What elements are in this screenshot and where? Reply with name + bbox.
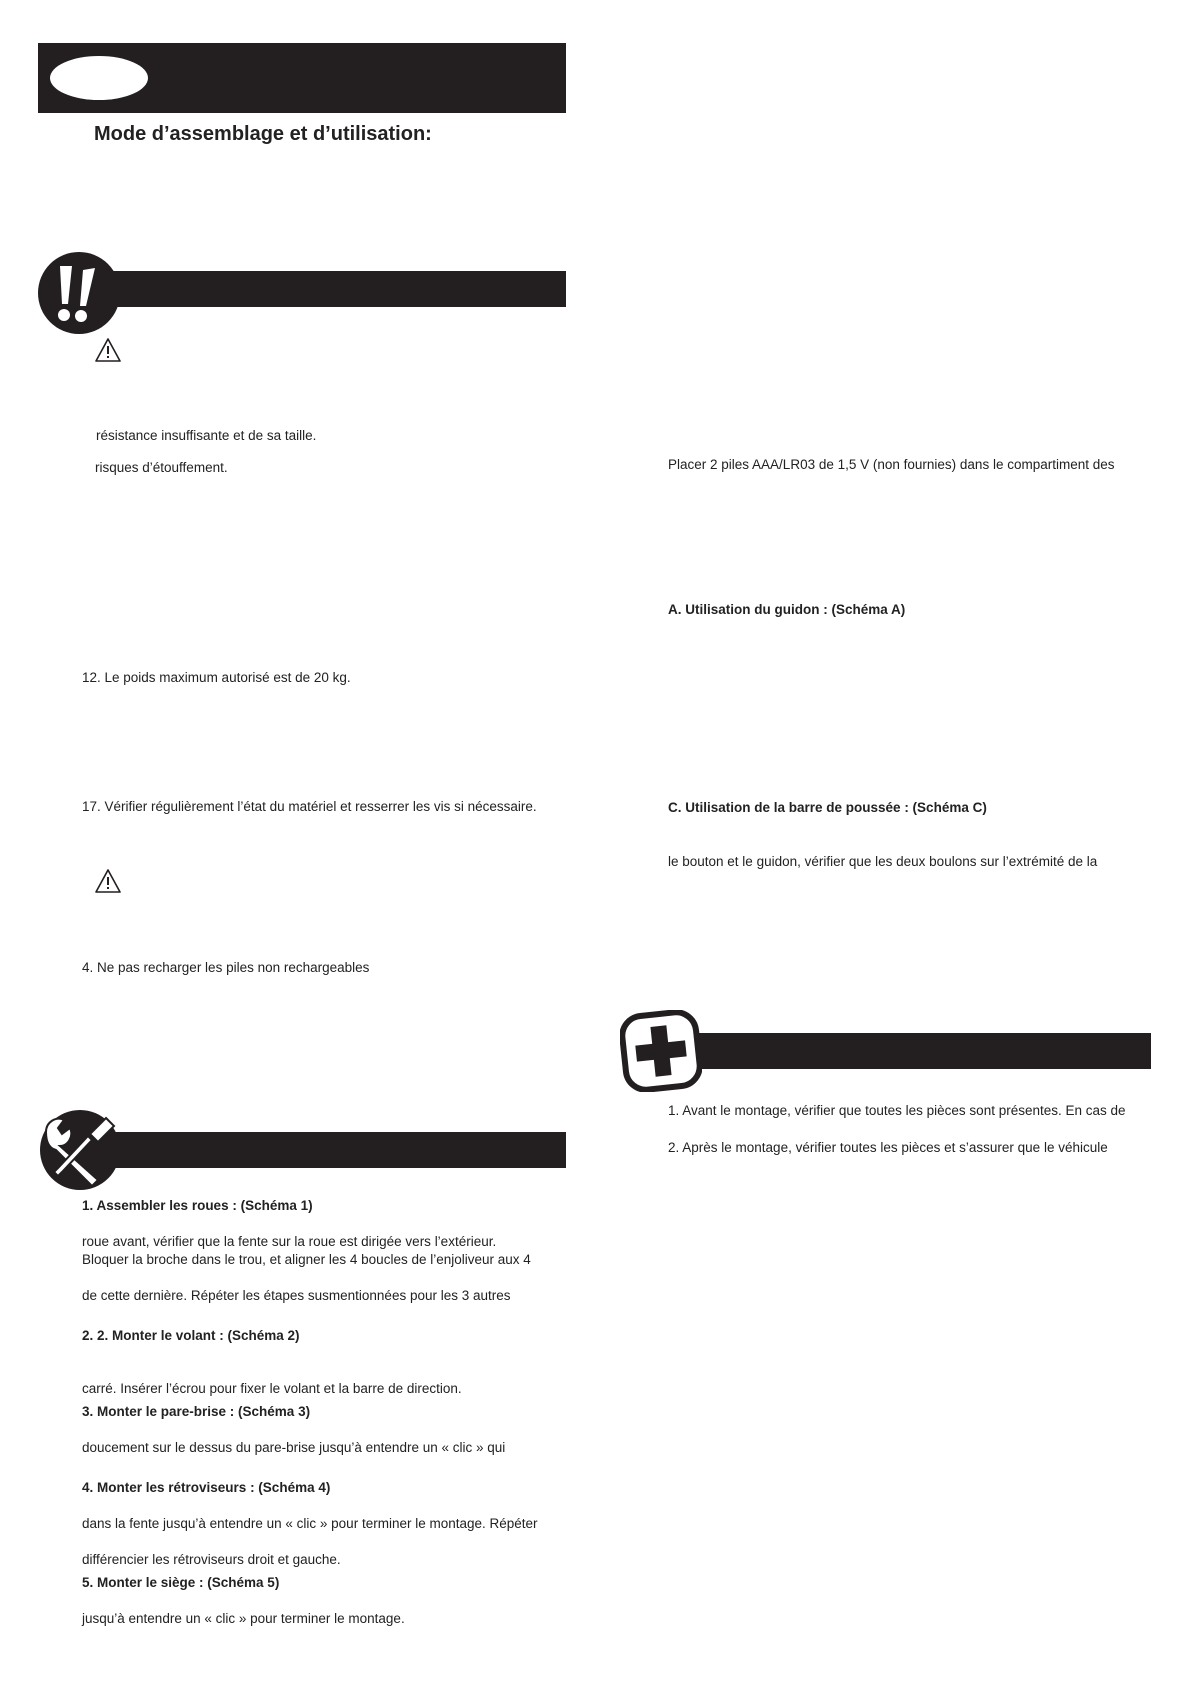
step-1-title: 1. Assembler les roues : (Schéma 1) <box>82 1198 313 1213</box>
battery-text: Placer 2 piles AAA/LR03 de 1,5 V (non fournies) dans le compartiment des <box>668 457 1115 472</box>
step-2-title: 2. 2. Monter le volant : (Schéma 2) <box>82 1328 300 1343</box>
section-c-text: le bouton et le guidon, vérifier que les deux boulons sur l’extrémité de la <box>668 854 1098 869</box>
assembly-section-bar <box>108 1132 566 1168</box>
maintenance-section-bar <box>690 1033 1151 1069</box>
warning-triangle-icon <box>95 869 121 893</box>
step-4-text: dans la fente jusqu’à entendre un « clic » pour terminer le montage. Répéter <box>82 1516 538 1531</box>
warning-text-line: 17. Vérifier régulièrement l’état du matériel et resserrer les vis si nécessaire. <box>82 799 537 814</box>
warning-section-bar <box>108 271 566 307</box>
page-title: Mode d’assemblage et d’utilisation: <box>94 123 432 145</box>
section-a-title: A. Utilisation du guidon : (Schéma A) <box>668 602 906 617</box>
maintenance-text: 2. Après le montage, vérifier toutes les pièces et s’assurer que le véhicule <box>668 1140 1108 1155</box>
step-1-text: Bloquer la broche dans le trou, et aligner les 4 boucles de l’enjoliveur aux 4 <box>82 1252 531 1267</box>
tools-icon <box>40 1110 120 1190</box>
step-1-text: de cette dernière. Répéter les étapes susmentionnées pour les 3 autres <box>82 1288 511 1303</box>
step-5-title: 5. Monter le siège : (Schéma 5) <box>82 1575 280 1590</box>
first-aid-icon <box>620 1010 702 1092</box>
exclamation-icon <box>38 252 120 334</box>
language-badge <box>50 56 148 100</box>
step-4-title: 4. Monter les rétroviseurs : (Schéma 4) <box>82 1480 331 1495</box>
maintenance-text: 1. Avant le montage, vérifier que toutes les pièces sont présentes. En cas de <box>668 1103 1126 1118</box>
warning-text-line: résistance insuffisante et de sa taille. <box>96 428 317 443</box>
warning-text-line: risques d’étouffement. <box>95 460 228 475</box>
warning-text-line: 12. Le poids maximum autorisé est de 20 kg. <box>82 670 351 685</box>
step-5-text: jusqu’à entendre un « clic » pour terminer le montage. <box>82 1611 405 1626</box>
step-3-title: 3. Monter le pare-brise : (Schéma 3) <box>82 1404 311 1419</box>
step-3-text: doucement sur le dessus du pare-brise jusqu’à entendre un « clic » qui <box>82 1440 506 1455</box>
step-1-text: roue avant, vérifier que la fente sur la roue est dirigée vers l’extérieur. <box>82 1234 497 1249</box>
step-2-text: carré. Insérer l’écrou pour fixer le volant et la barre de direction. <box>82 1381 462 1396</box>
section-c-title: C. Utilisation de la barre de poussée : (Schéma C) <box>668 800 987 815</box>
warning-text-line: 4. Ne pas recharger les piles non rechargeables <box>82 960 370 975</box>
warning-triangle-icon <box>95 338 121 362</box>
step-4-text: différencier les rétroviseurs droit et gauche. <box>82 1552 341 1567</box>
